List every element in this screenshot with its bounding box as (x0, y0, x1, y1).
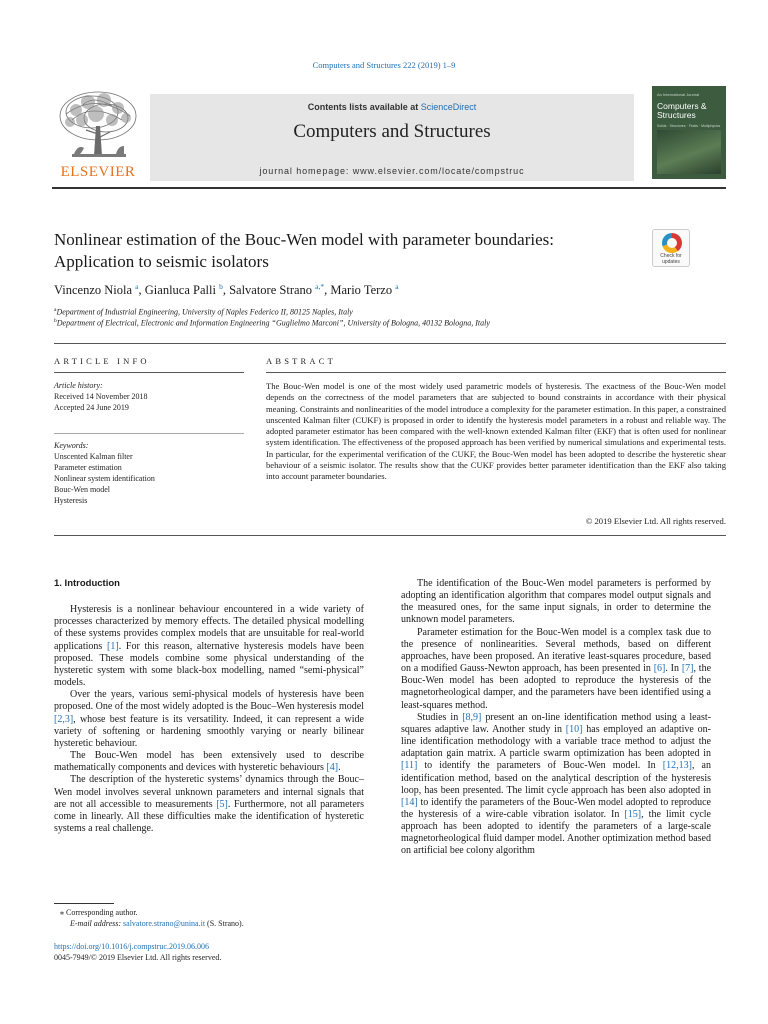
affiliation-b (54, 318, 714, 328)
paragraph (54, 604, 364, 689)
article-info-heading: ARTICLE INFO (54, 356, 150, 366)
publisher-name: ELSEVIER (60, 164, 136, 180)
paragraph-text: Parameter estimation for the Bouc-Wen model is a complex task due to the presence of nonlinearities. Several methods, based on different approaches, have been proposed. An iterative least-squares procedure, based on a modified Gauss-Newton approach, has been presented in (401, 626, 711, 675)
keyword: Bouc-Wen model (54, 485, 111, 494)
paragraph: The identification of the Bouc-Wen model parameters is performed by adopting an identification algorithm that compares model output signals and the measured ones, for the same input signals, in order to determine the unknown model parameters. (401, 578, 711, 626)
contents-line (150, 102, 634, 112)
abstract-divider (266, 372, 726, 373)
author-name[interactable]: Salvatore Strano (229, 283, 313, 298)
reference-link[interactable]: [2,3] (54, 713, 74, 725)
keywords (54, 440, 234, 506)
author-separator: , (138, 283, 145, 298)
elsevier-tree-logo[interactable] (52, 86, 144, 181)
masthead (52, 86, 726, 181)
crossmark-icon (662, 233, 682, 253)
abstract-heading: ABSTRACT (266, 356, 336, 366)
reference-link[interactable]: [11] (401, 760, 418, 772)
abstract-text: The Bouc-Wen model is one of the most widely used parametric models of hysteresis. The exactness of the Bouc-Wen model depends on the correctness of the model parameters that are subjected to bound constraints in accordance with their physical meaning. Constraints and nonlinearities of the model introduce a complexity for the parameter estimation. In this paper, a constrained unscented Kalman filter (CUKF) is proposed in order to identify the hysteresis model parameters in a robust and reliable way. The adopted parameter estimator has been compared with the well-known extended Kalman filter (EKF) that is often used for nonlinear system identification. The effectiveness of the proposed approach has been verified by numerical simulations and experimental tests. In particular, for the experimental verification of the CUKF, the Bouc-Wen model has been adopted to describe the hysteretic shear behaviour of a seismic isolator. The results show that the CUKF provides better parameter identification than the EKF also taking into account parameter boundaries. (266, 381, 726, 482)
email-label: E-mail address: (70, 919, 122, 928)
journal-banner (150, 94, 634, 181)
keywords-divider (54, 433, 244, 434)
paragraph-text: . For this reason, alternative hysteresis models have been proposed. These models combine some physical understanding of the hysteretic system with some black-box modelling, named “semi-physical” models. (54, 640, 365, 689)
cover-small-text: An International Journal (657, 92, 700, 97)
paragraph-text: to identify the parameters of Bouc-Wen model. In (417, 760, 663, 772)
doi-link[interactable]: https://doi.org/10.1016/j.compstruc.2019.06.006 (54, 942, 209, 951)
contents-prefix: Contents lists available at (307, 102, 421, 112)
corresponding-author-note: ⁎ Corresponding author. (60, 908, 138, 917)
paragraph-text: Over the years, various semi-physical models of hysteresis have been proposed. One of the most widely adopted is the Bouc–Wen hysteresis model (54, 689, 364, 713)
abstract-bottom-divider (54, 535, 726, 536)
author-affil-marker[interactable]: a,* (315, 282, 325, 291)
received-date: Received 14 November 2018 (54, 392, 148, 401)
journal-citation[interactable]: Computers and Structures 222 (2019) 1–9 (312, 60, 456, 70)
affil-marker: b (54, 318, 57, 324)
paragraph-text: to identify the parameters of the Bouc-Wen model adopted to reproduce the hysteresis of a wire-cable vibration isolator. In (401, 796, 711, 820)
paragraph-text: , the limit cycle approach has been adopted to identify the parameters of a large-scale magnetorheological fluid damper model. Another optimization method based on artificial bee colony algorithm (401, 808, 711, 857)
abstract-copyright: © 2019 Elsevier Ltd. All rights reserved. (585, 516, 726, 526)
cover-image (657, 130, 721, 174)
paragraph-text: Studies in (417, 711, 463, 723)
author-separator: , (324, 283, 331, 298)
paragraph-text: , an identification method, based on the analytical description of the hysteresis loop, has been presented. The limit cycle approach has been also adopted in (401, 760, 711, 796)
reference-link[interactable]: [15] (624, 808, 642, 820)
email-link[interactable]: salvatore.strano@unina.it (123, 919, 206, 928)
paragraph (54, 774, 364, 835)
paragraph-text: . (338, 762, 341, 774)
keyword: Nonlinear system identification (54, 474, 155, 483)
footnote-divider (54, 903, 114, 904)
email-footnote (70, 919, 244, 928)
header-divider (54, 343, 726, 344)
reference-link[interactable]: [8,9] (462, 711, 482, 723)
reference-link[interactable]: [6] (653, 663, 666, 675)
author-affil-marker[interactable]: a (135, 282, 139, 291)
paragraph-text: , whose best feature is its versatility. Indeed, it can represent a wide variety of softening or hardening smoothly varying or nearly bilinear hysteretic behaviour. (54, 713, 364, 749)
affil-text: Department of Electrical, Electronic and Information Engineering “Guglielmo Marconi”, University of Bologna, 40132 Bologna, Italy (56, 318, 490, 328)
keyword: Unscented Kalman filter (54, 452, 133, 461)
paragraph-text: has employed an adaptive on-line identification methodology with a variable trace method to adjust the adaptation gain matrix. A particle swarm optimization has been adopted in (401, 723, 711, 760)
reference-link[interactable]: [5] (216, 798, 228, 810)
affil-text: Department of Industrial Engineering, University of Naples Federico II, 80125 Naples, Italy (56, 307, 353, 317)
tree-icon (52, 86, 144, 166)
paragraph-text: present an on-line identification method using a least-squares adaptive law. Another study in (401, 711, 711, 735)
body-column-left (54, 578, 364, 835)
paragraph-text: , the Bouc-Wen model has been adopted to reproduce the hysteresis of the magnetorheological damper, and the parameters have been identified using a least-squares method. (401, 663, 712, 711)
info-divider (54, 372, 244, 373)
paragraph (401, 712, 711, 858)
accepted-date: Accepted 24 June 2019 (54, 403, 129, 412)
reference-link[interactable]: [10] (565, 723, 583, 735)
reference-link[interactable]: [7] (681, 663, 694, 675)
cover-subtitle: Solids · Structures · Fluids · Multiphysics (657, 124, 721, 128)
paragraph (54, 689, 364, 750)
crossmark-label: Check for updates (660, 253, 682, 265)
affil-marker: a (54, 307, 57, 313)
author-list (54, 282, 614, 298)
paragraph-text: Hysteresis is a nonlinear behaviour encountered in a wide variety of processes characterized by memory effects. The detailed physical modelling of these systems provides complex models that are unsuitable for real-world applications (54, 604, 364, 652)
affiliation-a (54, 307, 714, 317)
author-affil-marker[interactable]: b (219, 282, 223, 291)
journal-cover-thumbnail[interactable] (652, 86, 726, 179)
article-title: Nonlinear estimation of the Bouc-Wen model with parameter boundaries: Application to seismic isolators (54, 230, 554, 271)
history-label: Article history: (54, 381, 103, 390)
paragraph (401, 627, 711, 712)
masthead-divider (52, 187, 726, 189)
email-suffix: (S. Strano). (205, 919, 244, 928)
article-history (54, 380, 234, 413)
section-heading-introduction: 1. Introduction (54, 578, 120, 589)
paragraph-text: The Bouc-Wen model has been extensively used to describe mathematically components and devices with hysteretic behaviours (54, 750, 364, 774)
body-column-right (401, 578, 711, 858)
reference-link[interactable]: [1] (107, 640, 119, 652)
author-name[interactable]: Gianluca Palli (144, 283, 216, 298)
journal-homepage-link[interactable]: journal homepage: www.elsevier.com/locate/compstruc (259, 166, 525, 176)
paragraph-text: The description of the hysteretic systems’ dynamics through the Bouc–Wen model involves several unknown parameters and internal signals that are not all accessible to measurements (54, 774, 364, 810)
cover-title: Computers & Structures (657, 101, 707, 120)
issn-copyright: 0045-7949/© 2019 Elsevier Ltd. All rights reserved. (54, 953, 222, 962)
keywords-label: Keywords: (54, 441, 89, 450)
reference-link[interactable]: [14] (401, 796, 418, 808)
author-name[interactable]: Vincenzo Niola (54, 283, 133, 298)
paragraph-text: . In (665, 663, 682, 675)
journal-name: Computers and Structures (293, 121, 491, 142)
reference-link[interactable]: [12,13] (662, 760, 692, 772)
paragraph (54, 750, 364, 774)
author-affil-marker[interactable]: a (395, 282, 399, 291)
paragraph-text: . Furthermore, not all parameters come in linearly. All these difficulties make the identification of hysteretic systems a real challenge. (54, 798, 364, 834)
keyword: Hysteresis (54, 496, 88, 505)
keyword: Parameter estimation (54, 463, 122, 472)
author-name[interactable]: Mario Terzo (330, 283, 393, 298)
reference-link[interactable]: [4] (326, 762, 339, 774)
sciencedirect-link[interactable]: ScienceDirect (420, 102, 477, 112)
check-for-updates-button[interactable] (652, 229, 690, 267)
author-separator: , (222, 283, 230, 298)
